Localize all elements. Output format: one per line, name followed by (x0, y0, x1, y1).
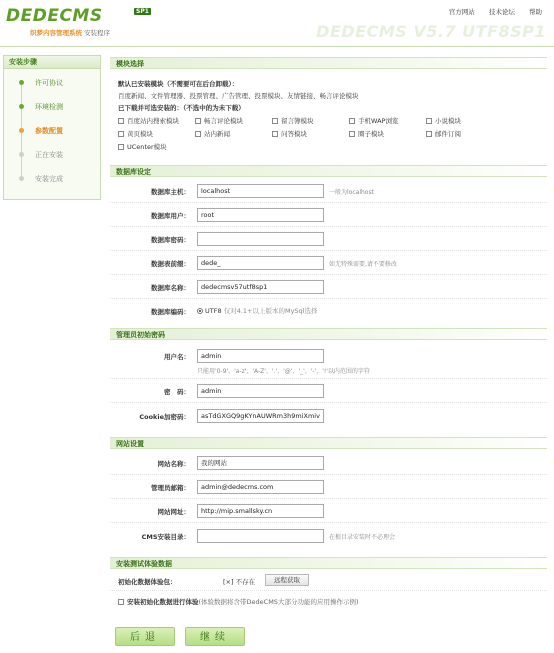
step-label: 环境检测 (35, 103, 63, 111)
db-password-label: 数据库密码： (151, 236, 190, 244)
step-label: 正在安装 (35, 151, 63, 159)
top-links (437, 7, 542, 16)
module-checkbox-site-news[interactable]: 站内新闻 (195, 129, 230, 138)
cms-dir-input[interactable] (197, 529, 324, 543)
section-title: 安装测试体验数据 (110, 557, 547, 569)
module-checkbox-mail[interactable]: 邮件订阅 (426, 129, 461, 138)
modules-section (110, 57, 547, 157)
admin-email-label: 管理员邮箱： (151, 484, 190, 492)
db-host-input[interactable]: localhost (197, 184, 324, 198)
radio-selected-icon (197, 308, 203, 314)
site-url-row (110, 499, 547, 523)
step-list (4, 69, 100, 197)
admin-section (110, 328, 547, 431)
checkbox-icon (349, 131, 355, 137)
db-user-label: 数据库用户： (151, 212, 190, 220)
version-badge: SP1 (136, 8, 149, 15)
db-encoding-label: 数据库编码： (151, 308, 190, 316)
test-pack-label: 初始化数据体验包： (118, 578, 177, 586)
checkbox-icon (195, 131, 201, 137)
admin-password-row (110, 379, 547, 403)
site-url-label: 网站网址： (157, 508, 190, 516)
module-checkbox-novel[interactable]: 小说模块 (426, 116, 461, 125)
db-user-input[interactable]: root (197, 208, 324, 222)
admin-cookie-input[interactable]: asTdGXGQ9gKYnAUWRm3h9miXmiv (197, 409, 324, 423)
site-name-label: 网站名称： (157, 460, 190, 468)
db-host-row (110, 179, 547, 203)
back-button[interactable]: 后退 (115, 627, 175, 646)
checkbox-icon (118, 599, 124, 605)
link-forum[interactable]: 技术论坛 (488, 8, 515, 16)
install-test-data-option[interactable]: 安装初始化数据进行体验(体验数据将含带DedeCMS大部分功能的应用操作示例) (118, 597, 358, 606)
module-checkbox-guestbook[interactable]: 留言簿模块 (272, 116, 314, 125)
db-password-row (110, 227, 547, 251)
section-title: 管理员初始密码 (110, 328, 547, 340)
admin-user-hint: 只能用'0-9'、'a-z'、'A-Z'、'.'、'@'、'_'、'-'、'!'以内范围的字符 (197, 368, 370, 375)
db-encoding-option[interactable]: UTF8 仅对4.1+以上版本的MySql选择 (197, 306, 317, 315)
site-name-input[interactable]: 我的网站 (197, 456, 324, 470)
db-host-label: 数据库主机： (151, 188, 190, 196)
section-title: 网站设置 (110, 437, 547, 449)
logo-text: DEDECMS (6, 6, 103, 26)
step-complete (4, 173, 100, 197)
checkbox-icon (426, 131, 432, 137)
step-dot-icon (19, 152, 24, 157)
admin-email-row (110, 475, 547, 499)
logo (6, 6, 149, 37)
site-name-row (110, 451, 547, 475)
admin-user-input[interactable]: admin (197, 349, 324, 363)
product-name: 织梦内容管理系统 (30, 29, 82, 37)
step-dot-icon (19, 128, 24, 133)
step-env-check (4, 101, 100, 125)
sidebar (3, 55, 101, 200)
cms-dir-row (110, 523, 547, 549)
db-prefix-hint: 如无特殊需要,请不要修改 (329, 261, 397, 268)
default-modules-title: 默认已安装模块（不需要可在后台卸载）： (118, 80, 239, 88)
step-license (4, 77, 100, 101)
admin-user-label: 用户名： (164, 353, 190, 361)
link-help[interactable]: 帮助 (529, 8, 542, 16)
next-button[interactable]: 继续 (185, 627, 245, 646)
checkbox-icon (426, 118, 432, 124)
admin-user-row (110, 342, 547, 379)
logo-subtitle (30, 28, 110, 37)
sidebar-title: 安装步骤 (4, 56, 100, 69)
optional-modules-title: 已下载并可选安装的：（不选中的为未下载） (118, 104, 245, 112)
test-pack-row (110, 571, 547, 591)
db-prefix-label: 数据表前缀： (151, 260, 190, 268)
admin-email-input[interactable]: admin@dedecms.com (197, 480, 324, 494)
db-host-hint: 一般为localhost (329, 189, 374, 196)
checkbox-icon (118, 131, 124, 137)
link-official-site[interactable]: 官方网站 (448, 8, 475, 16)
step-dot-icon (19, 176, 24, 181)
db-name-label: 数据库名称： (151, 284, 190, 292)
checkbox-icon (272, 118, 278, 124)
header-divider (0, 46, 554, 47)
step-installing (4, 149, 100, 173)
cms-dir-label: CMS安装目录： (141, 533, 190, 541)
step-dot-icon (19, 80, 24, 85)
checkbox-icon (118, 144, 124, 150)
checkbox-icon (272, 131, 278, 137)
admin-password-label: 密 码： (164, 388, 190, 396)
admin-password-input[interactable]: admin (197, 384, 324, 398)
module-checkbox-baidu-search[interactable]: 百度站内搜索模块 (118, 116, 179, 125)
module-checkbox-changyan[interactable]: 畅言评论模块 (195, 116, 243, 125)
database-section (110, 165, 547, 323)
step-label: 安装完成 (35, 175, 63, 183)
db-encoding-row (110, 299, 547, 321)
db-name-row (110, 275, 547, 299)
step-label: 许可协议 (35, 79, 63, 87)
default-modules-list: 百度新闻、文件管理器、投票管理、广告管理、投票模块、友情链接、畅言评论模块 (118, 92, 359, 100)
module-checkbox-group[interactable]: 圈子模块 (349, 129, 384, 138)
module-checkbox-ucenter[interactable]: UCenter模块 (118, 142, 167, 151)
admin-cookie-label: Cookie加密码： (139, 413, 190, 421)
section-title: 数据库设定 (110, 165, 547, 177)
checkbox-icon (195, 118, 201, 124)
db-name-input[interactable]: dedecmsv57utf8sp1 (197, 280, 324, 294)
db-prefix-row (110, 251, 547, 275)
module-checkbox-ask[interactable]: 问答模块 (272, 129, 307, 138)
test-pack-status: [×] 不存在 (223, 578, 256, 586)
db-user-row (110, 203, 547, 227)
db-password-input[interactable] (197, 232, 324, 246)
version-watermark: DEDECMS V5.7 UTF8SP1 (316, 22, 546, 41)
admin-cookie-row (110, 403, 547, 429)
step-label: 参数配置 (35, 127, 63, 135)
section-title: 模块选择 (110, 57, 547, 69)
site-url-input[interactable]: http://mip.smallsky.cn (197, 504, 324, 518)
test-data-section (110, 557, 547, 615)
remote-fetch-button[interactable]: 远程获取 (265, 574, 309, 586)
checkbox-icon (118, 118, 124, 124)
installer-label: 安装程序 (82, 29, 111, 37)
module-checkbox-yellowpage[interactable]: 黄页模块 (118, 129, 153, 138)
db-prefix-input[interactable]: dede_ (197, 256, 324, 270)
step-config (4, 125, 100, 149)
checkbox-icon (349, 118, 355, 124)
module-checkbox-wap[interactable]: 手机WAP浏览 (349, 116, 398, 125)
step-dot-icon (19, 104, 24, 109)
header (0, 0, 554, 46)
cms-dir-hint: 在根目录安装时不必理会 (329, 534, 396, 541)
site-section (110, 437, 547, 551)
